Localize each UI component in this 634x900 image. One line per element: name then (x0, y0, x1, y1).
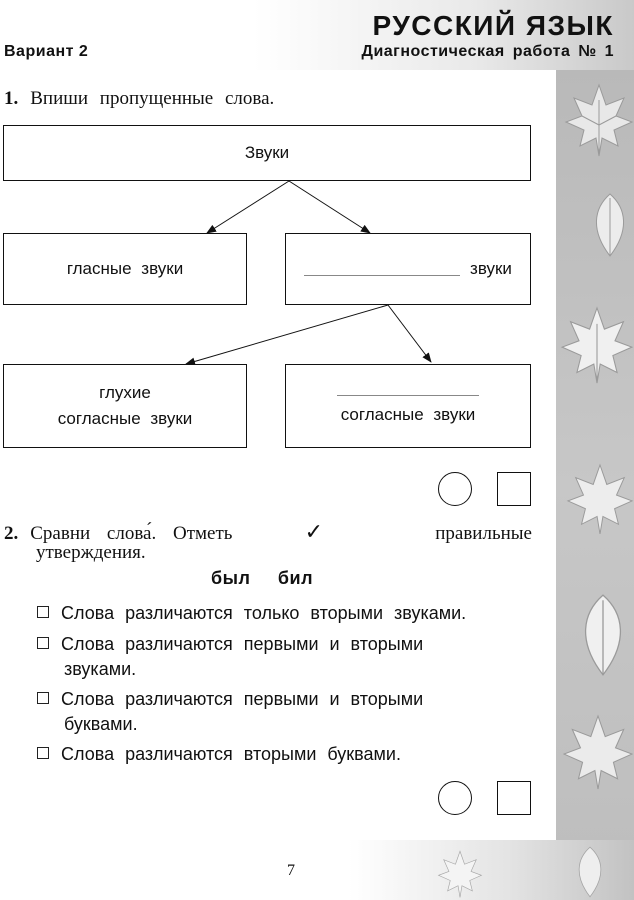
option-4-checkbox[interactable] (37, 747, 49, 759)
maple-leaf-icon (430, 848, 490, 900)
maple-leaf-icon (572, 590, 634, 680)
arrow-right-to-bottom-left (186, 305, 388, 364)
maple-leaf-icon (560, 300, 634, 390)
option-3-checkbox[interactable] (37, 692, 49, 704)
score-square (497, 781, 531, 815)
work-title: Диагностическая работа № 1 (361, 43, 614, 60)
arrow-right-to-bottom-right (388, 305, 431, 362)
diagram-bottom-right-blank[interactable] (337, 385, 479, 396)
option-2-text-line2: звуками. (64, 659, 137, 679)
option-2-text-line1: Слова различаются первыми и вторыми (61, 634, 424, 654)
score-circle (438, 781, 472, 815)
check-mark-icon: ✓ (304, 519, 324, 544)
maple-leaf-icon (564, 80, 634, 160)
maple-leaf-icon (566, 460, 634, 538)
diagram-right-blank[interactable] (304, 275, 460, 276)
compared-words: был бил (211, 568, 314, 588)
diagram-left-box (3, 233, 247, 305)
task2-instruction-part1: Сравни слова́. Отметь (30, 523, 233, 544)
task1-number: 1. (4, 88, 19, 109)
variant-label: Вариант 2 (4, 43, 89, 60)
diagram-left-label: гласные звуки (66, 259, 184, 278)
option-1-checkbox[interactable] (37, 606, 49, 618)
option-1-text: Слова различаются только вторыми звуками. (61, 603, 467, 623)
score-circle (438, 472, 472, 506)
leaf-side-panel (556, 70, 634, 900)
diagram-root-box (3, 125, 531, 181)
diagram-right-box (285, 233, 531, 305)
option-2-checkbox[interactable] (37, 637, 49, 649)
subject-title: РУССКИЙ ЯЗЫК (372, 10, 614, 41)
score-square (497, 472, 531, 506)
diagram-bottom-right-label: согласные звуки (340, 404, 476, 424)
page-number: 7 (287, 862, 295, 879)
bottom-band (0, 840, 634, 900)
task2-number: 2. (4, 523, 19, 544)
task1-instruction: Впиши пропущенные слова. (30, 88, 275, 109)
diagram-bottom-left-box (3, 364, 247, 448)
option-2[interactable] (37, 632, 423, 682)
option-4-text: Слова различаются вторыми буквами. (61, 744, 401, 764)
maple-leaf-icon (560, 844, 620, 900)
maple-leaf-icon (586, 190, 634, 260)
task2-instruction-line2: утверждения. (36, 542, 146, 563)
option-3-text-line1: Слова различаются первыми и вторыми (61, 689, 424, 709)
option-3-text-line2: буквами. (64, 714, 138, 734)
option-1[interactable] (37, 601, 466, 626)
arrow-root-to-right (289, 181, 370, 233)
diagram-root-label: Звуки (244, 143, 290, 162)
task2-instruction-part2: правильные (435, 523, 532, 544)
diagram-bottom-left-line1: глухие (99, 383, 151, 402)
arrow-root-to-left (207, 181, 289, 233)
diagram-bottom-left-line2: согласные звуки (57, 409, 193, 428)
option-4[interactable] (37, 742, 401, 767)
option-3[interactable] (37, 687, 423, 737)
diagram-right-label: звуки (470, 259, 512, 278)
maple-leaf-icon (562, 710, 634, 794)
diagram-bottom-right-box (285, 364, 531, 448)
